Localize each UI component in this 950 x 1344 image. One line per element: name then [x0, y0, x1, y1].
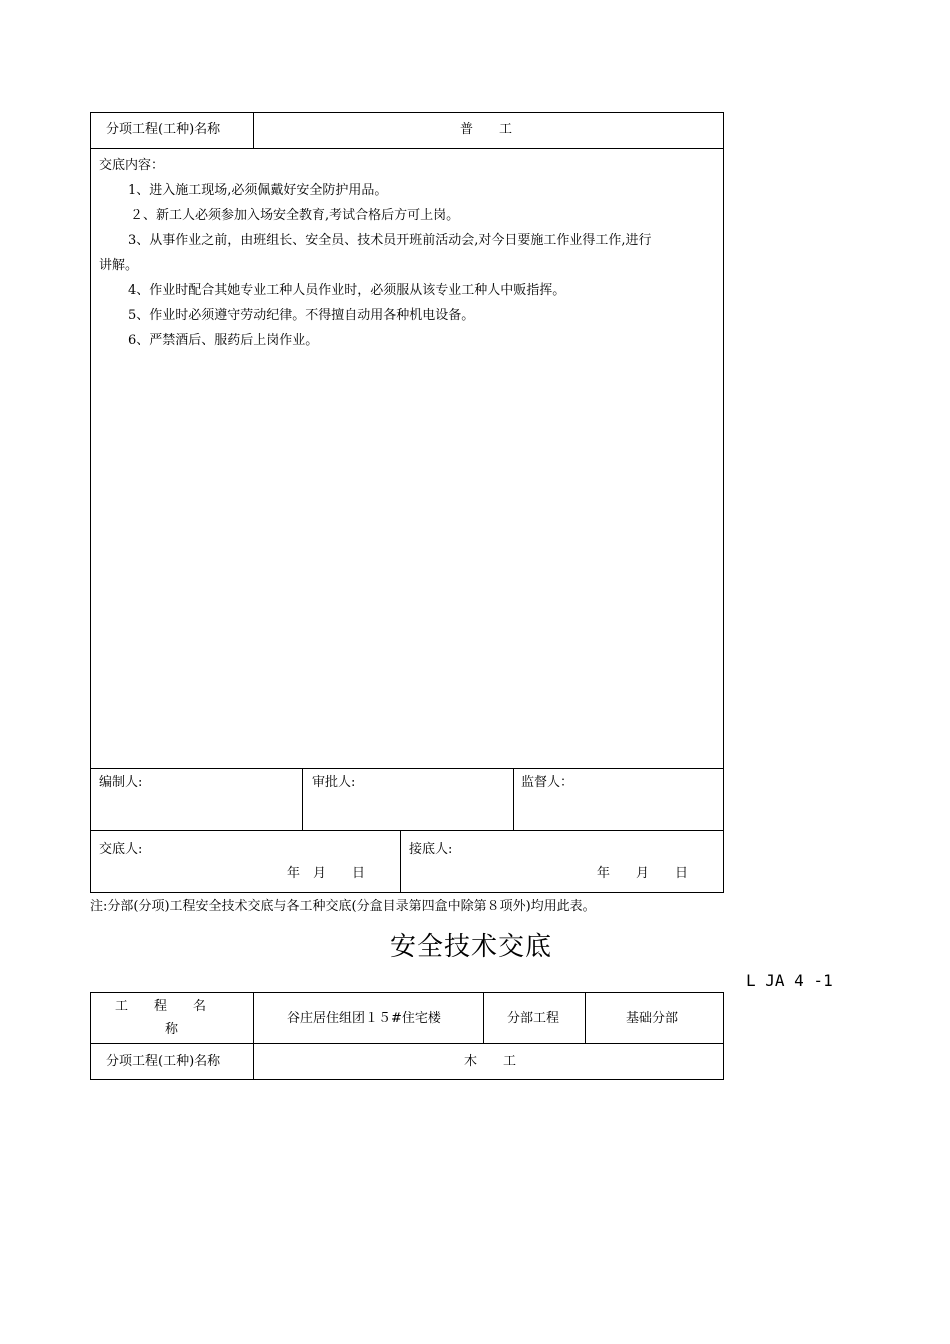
receiver-label: 接底人:	[409, 842, 453, 857]
form-code: L JA 4 -1	[746, 971, 833, 990]
handover-label: 交底人:	[99, 842, 143, 857]
compiler-label: 编制人:	[99, 775, 143, 790]
subitem-name-value: 木 工	[464, 1054, 517, 1069]
col-divider	[253, 992, 254, 1080]
content-item: ２、新工人必须参加入场安全教育,考试合格后方可上岗。	[130, 208, 460, 223]
handover-date: 年 月 日	[287, 866, 366, 881]
content-item-continued: 讲解。	[99, 258, 139, 273]
row-divider	[90, 1043, 724, 1044]
document-title: 安全技术交底	[390, 932, 553, 962]
col-divider	[585, 992, 586, 1043]
division-value: 基础分部	[626, 1011, 679, 1026]
row-divider	[90, 768, 724, 769]
col-divider	[302, 768, 303, 830]
col-divider	[513, 768, 514, 830]
col-divider	[253, 112, 254, 148]
content-item: 5、作业时必须遵守劳动纪律。不得擅自动用各种机电设备。	[128, 308, 475, 323]
project-name-label: 工 程 名	[115, 999, 207, 1014]
content-item: 1、进入施工现场,必须佩戴好安全防护用品。	[128, 183, 388, 198]
col-divider	[483, 992, 484, 1043]
receiver-date: 年 月 日	[597, 866, 689, 881]
col-divider	[400, 830, 401, 893]
project-name-label-cont: 称	[165, 1022, 179, 1037]
content-label: 交底内容：	[99, 158, 165, 173]
row-divider	[90, 830, 724, 831]
content-item: 6、严禁酒后、服药后上岗作业。	[128, 333, 319, 348]
subitem-name-value: 普 工	[460, 122, 513, 137]
content-item: 4、作业时配合其她专业工种人员作业时，必须服从该专业工种人中贩指挥。	[128, 283, 566, 298]
subitem-name-label: 分项工程(工种)名称	[106, 122, 221, 137]
approver-label: 审批人:	[312, 775, 356, 790]
content-item: 3、从事作业之前，由班组长、安全员、技术员开班前活动会,对今日要施工作业得工作,进行	[128, 233, 652, 248]
project-name-value: 谷庄居住组团１５#住宅楼	[287, 1011, 441, 1026]
row-divider	[90, 148, 724, 149]
division-label: 分部工程	[507, 1011, 560, 1026]
supervisor-label: 监督人：	[521, 775, 574, 790]
footnote: 注:分部(分项)工程安全技术交底与各工种交底(分盒目录第四盒中除第８项外)均用此表。	[90, 899, 596, 914]
subitem-name-label: 分项工程(工种)名称	[106, 1054, 221, 1069]
